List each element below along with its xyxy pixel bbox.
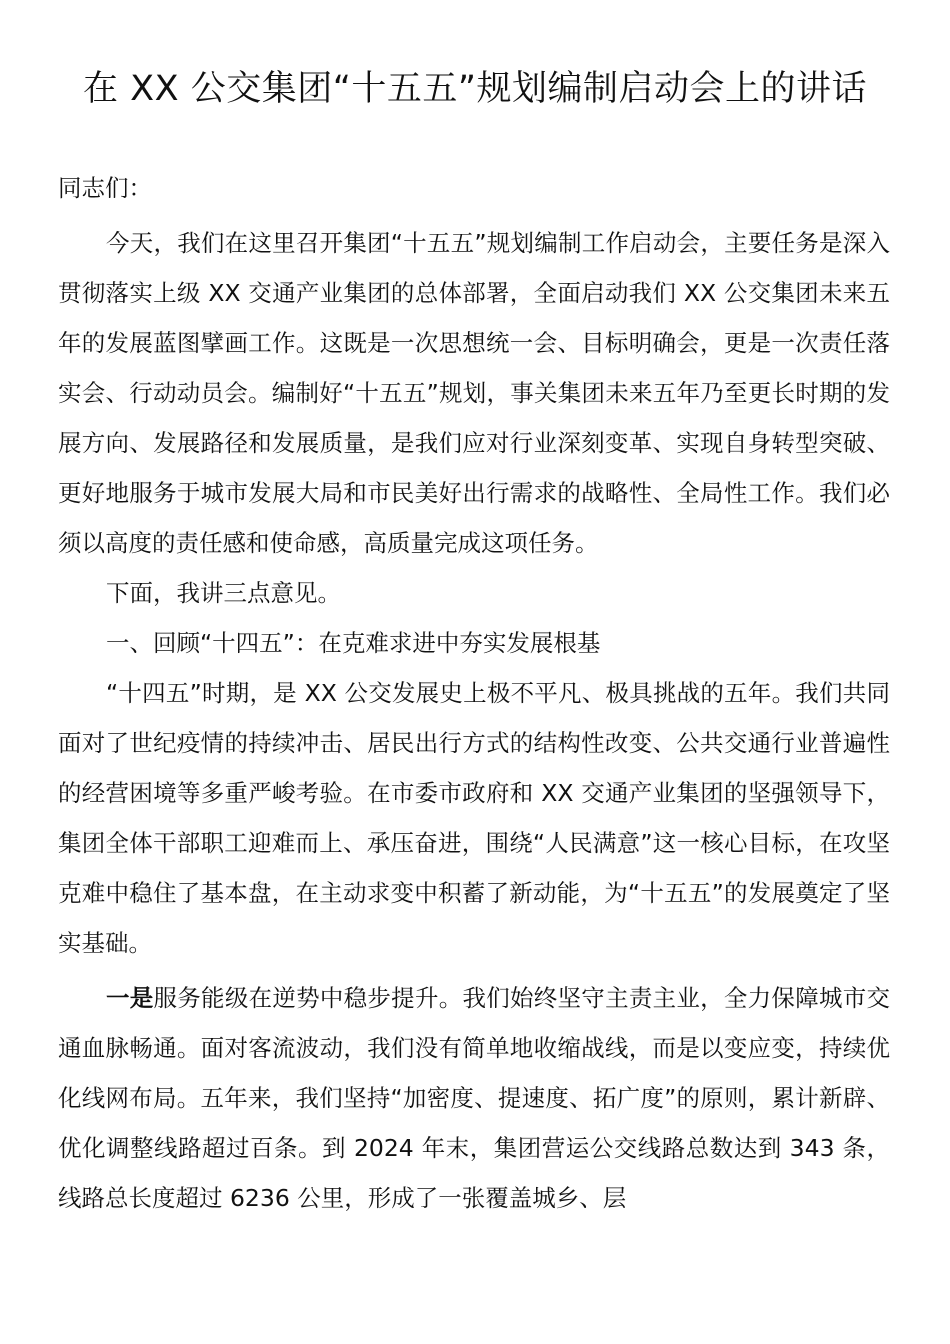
paragraph-opening: 今天，我们在这里召开集团“十五五”规划编制工作启动会，主要任务是深入贯彻落实上级 XX 交通产业集团的总体部署，全面启动我们 XX 公交集团未来五年的发展蓝图擘画工作。这既是一次思想统一会、目标明确会，更是一次责任落实会、行动动员会。编制好“十五五”规划，事关集团未来五年乃至更长时期的发展方向、发展路径和发展质量，是我们应对行业深刻变革、实现自身转型突破、更好地服务于城市发展大局和市民美好出行需求的战略性、全局性工作。我们必须以高度的责任感和使命感，高质量完成这项任务。 [58,229,890,557]
paragraph-transition: 下面，我讲三点意见。 [106,579,341,607]
section-heading-1: 一、回顾“十四五”：在克难求进中夯实发展根基 [106,629,601,657]
point-1-lead: 一是 [106,984,154,1012]
document-title: 在 XX 公交集团“十五五”规划编制启动会上的讲话 [83,69,867,109]
paragraph-review: “十四五”时期，是 XX 公交发展史上极不平凡、极具挑战的五年。我们共同面对了世纪疫情的持续冲击、居民出行方式的结构性改变、公共交通行业普遍性的经营困境等多重严峻考验。在市委市政府和 XX 交通产业集团的坚强领导下，集团全体干部职工迎难而上、承压奋进，围绕“人民满意”这一核心目标，在攻坚克难中稳住了基本盘，在主动求变中积蓄了新动能，为“十五五”的发展奠定了坚实基础。 [58,679,890,957]
paragraph-point-1 [58,973,890,1223]
salutation: 同志们： [58,174,152,202]
document-body [58,163,890,1223]
point-1-text: 服务能级在逆势中稳步提升。我们始终坚守主责主业，全力保障城市交通血脉畅通。面对客流波动，我们没有简单地收缩战线，而是以变应变，持续优化线网布局。五年来，我们坚持“加密度、提速度、拓广度”的原则，累计新辟、优化调整线路超过百条。到 2024 年末，集团营运公交线路总数达到 343 条，线路总长度超过 6236 公里，形成了一张覆盖城乡、层 [58,984,890,1212]
